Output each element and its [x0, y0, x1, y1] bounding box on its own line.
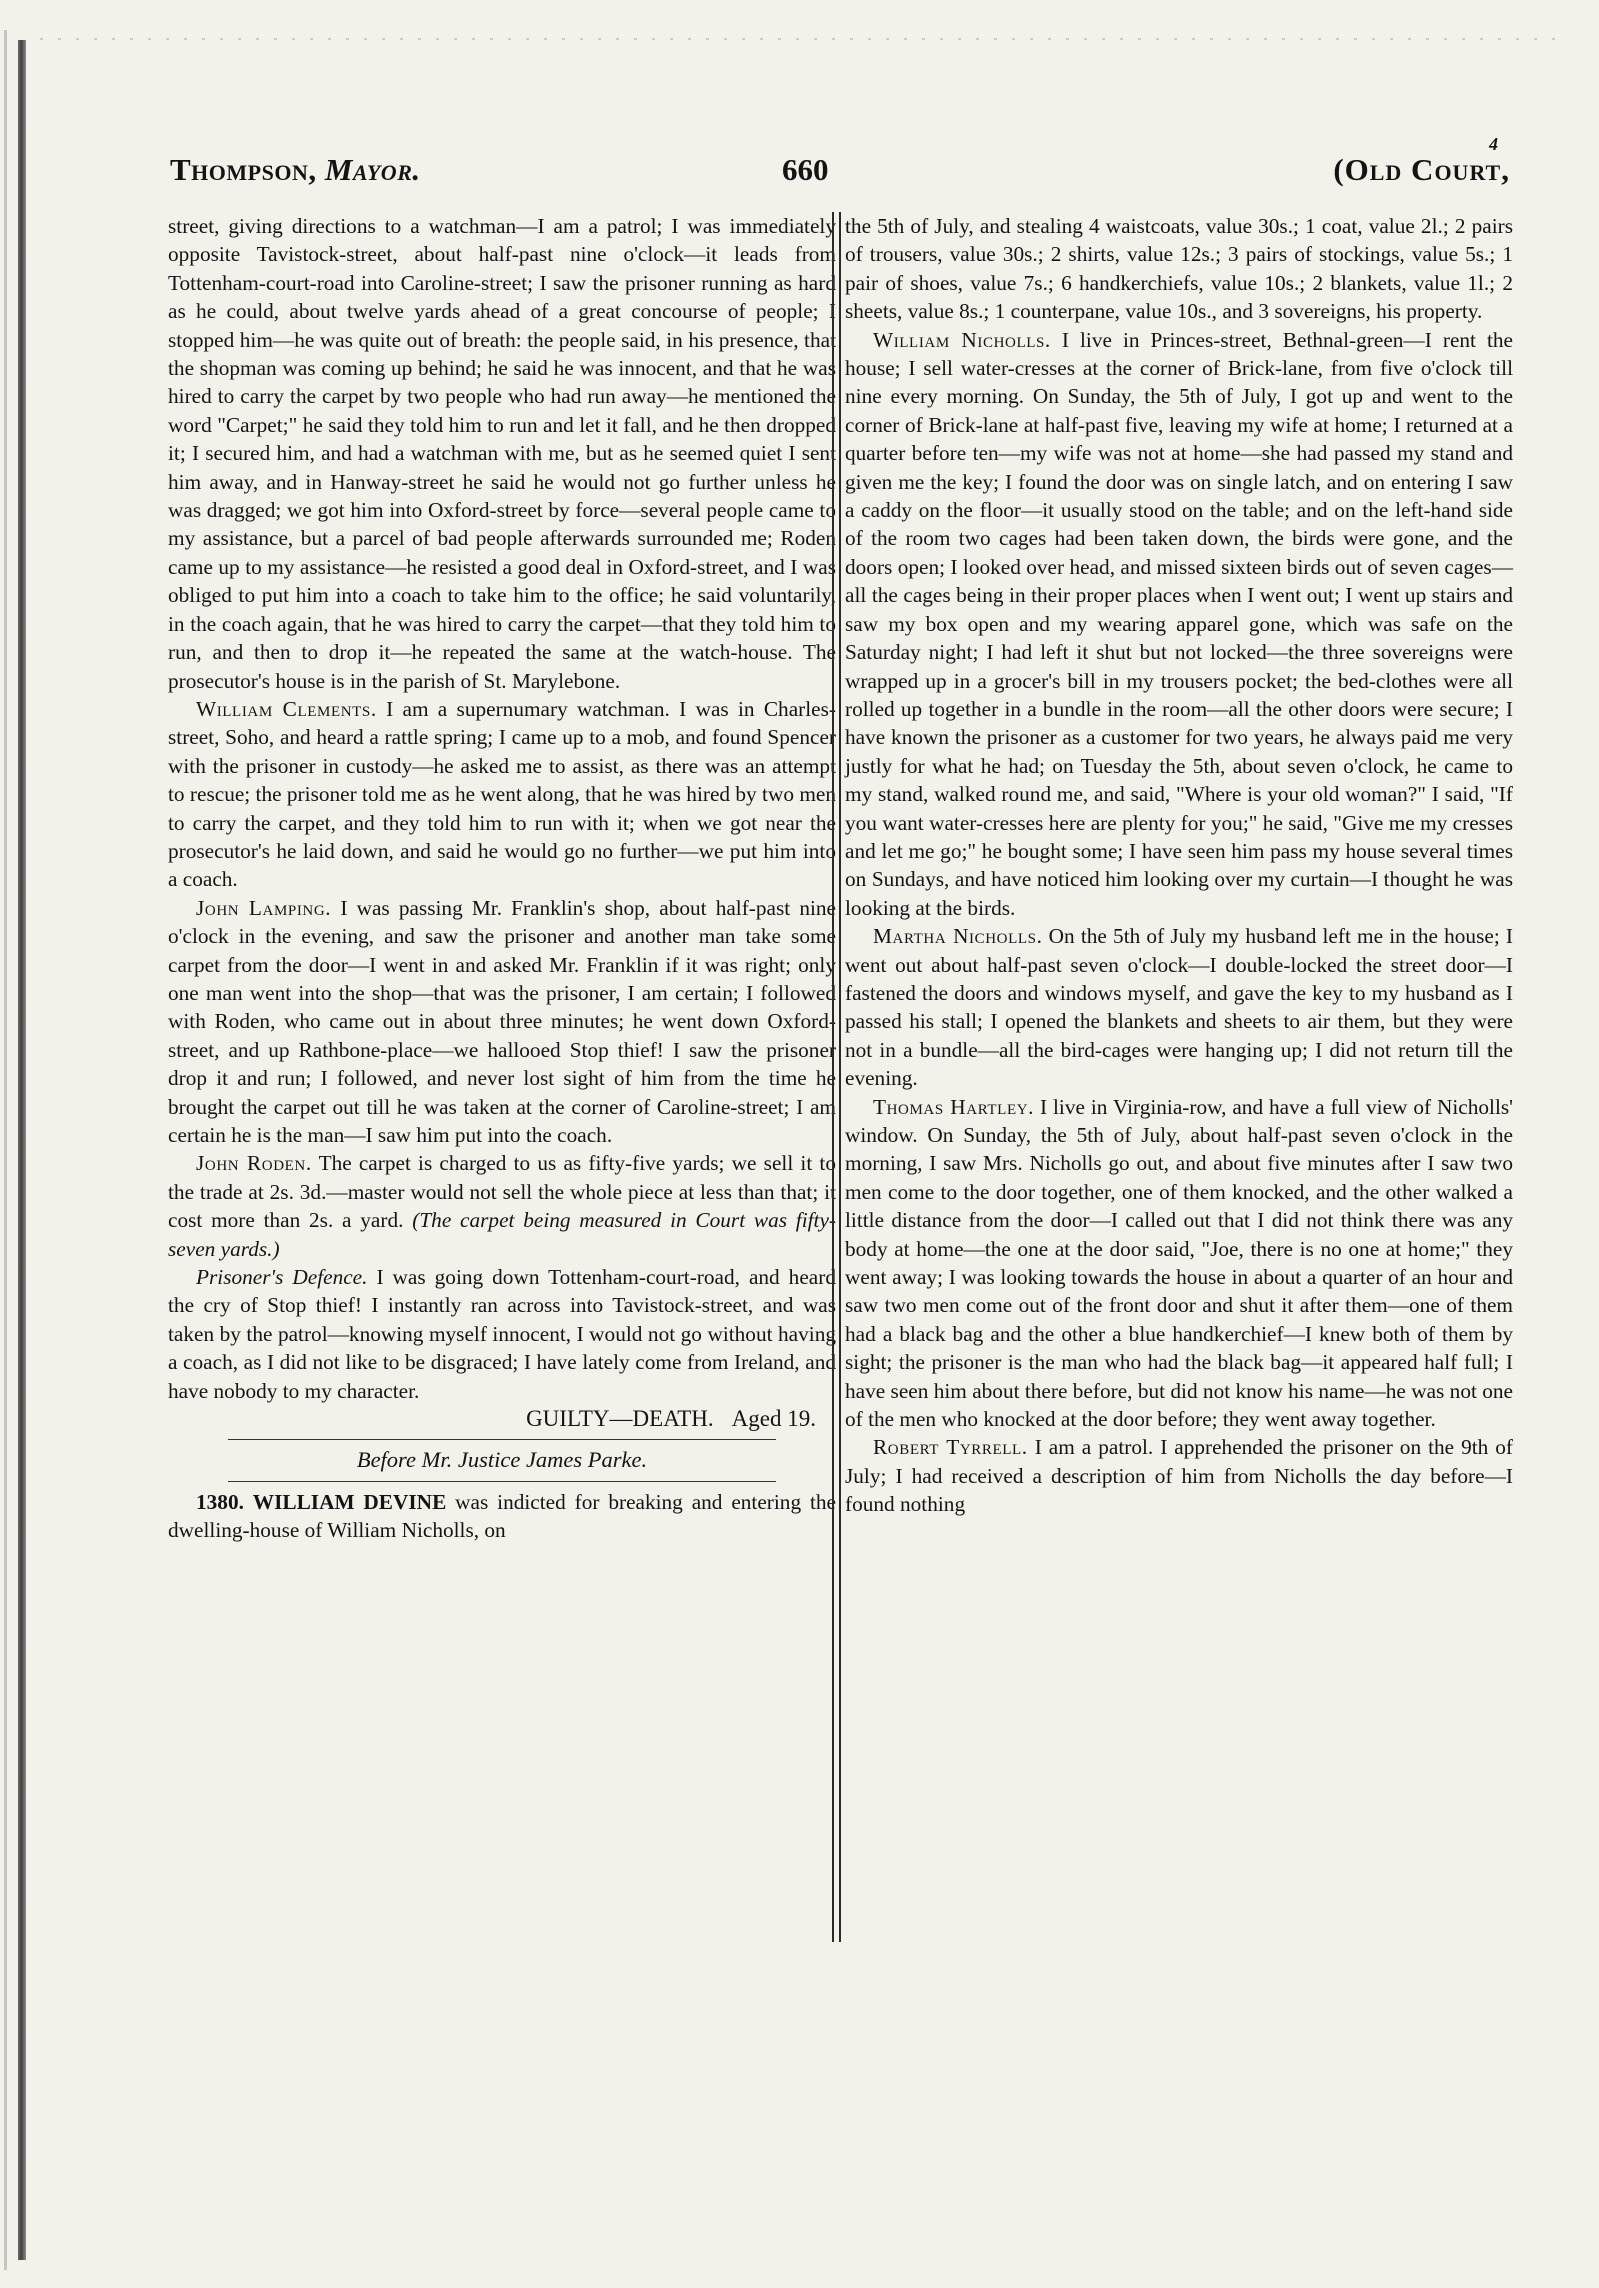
witness-name: Robert Tyrrell. — [873, 1435, 1028, 1460]
paragraph: street, giving directions to a watchman—I am a patrol; I was immediately opposite Tavistock-street, about half-past nine o'clock—it leads from Tottenham-court-road into Caroline-street; I saw the prisoner running as hard as he could, about twelve yards ahead of a great concourse of people; I stopped him—he was quite out of breath: the people said, in his presence, that the shopman was coming up behind; he said he was innocent, and that he was hired to carry the carpet by two people who had run away—he mentioned the word "Carpet;" he said they told him to run and let it fall, and he then dropped it; I secured him, and had a watchman with me, but as he seemed quiet I sent him away, and in Hanway-street he said he would not go further unless he was dragged; we got him into Oxford-street by force—several people came to my assistance, but a parcel of bad people afterwards surrounded me; Roden came up to my assistance—he resisted a good deal in Oxford-street, and I was obliged to put him into a coach to take him to the office; he said voluntarily, in the coach again, that he was hired to carry the carpet—that they told him to run, and then to drop it—he repeated the same at the watch-house. The prosecutor's house is in the parish of St. Marylebone. — [168, 214, 836, 693]
header-title: Mayor. — [324, 152, 421, 187]
case-heading — [168, 1488, 836, 1545]
testimony: I live in Princes-street, Bethnal-green—I rent the house; I sell water-cresses at the corner of Brick-lane, from five o'clock till nine every morning. On Sunday, the 5th of July, I got up and went to the corner of Brick-lane at half-past five, leaving my wife at home; I returned at a quarter before ten—my wife was not at home—she had passed my stand and given me the key; I found the door was on single latch, and on entering I saw a caddy on the floor—it usually stood on the table; and on the left-hand side of the room two cages had been taken down, the birds were gone, and the doors open; I looked over head, and missed sixteen birds out of seven cages—all the cages being in their proper places when I went out; I went up stairs and saw my box open and my wearing apparel gone, which was safe on the Saturday night; I had left it shut but not locked—the three sovereigns were wrapped up in a grocer's bill in my trousers pocket; the bed-clothes were all rolled up together in a bundle in the room—all the other doors were secure; I have known the prisoner as a customer for two years, he always paid me very justly for what he had; on Tuesday the 5th, about seven o'clock, he came to my stand, walked round me, and said, "Where is your old woman?" I said, "If you want water-cresses here are plenty for you;" he said, "Give me my cresses and let me go;" he bought some; I have seen him pass my house several times on Sundays, and have noticed him looking over my curtain—I thought he was looking at the birds. — [845, 327, 1513, 920]
header-left — [170, 152, 421, 188]
court-note: (The carpet being measured in Court was fifty-seven yards.) — [168, 1208, 837, 1261]
paragraph — [845, 326, 1513, 923]
paragraph — [168, 695, 836, 894]
verdict — [168, 1405, 836, 1433]
witness-name: John Roden. — [196, 1151, 312, 1176]
witness-name: John Lamping. — [196, 895, 332, 920]
paragraph — [845, 1093, 1513, 1434]
case-number: 1380. — [196, 1489, 244, 1514]
testimony: I am a patrol. I apprehended the prisoner on the 9th of July; I had received a description of him from Nicholls the day before—I found nothing — [845, 1435, 1513, 1517]
scan-noise — [40, 38, 1559, 40]
left-column — [168, 212, 836, 1545]
header-name: Thompson, — [170, 152, 317, 187]
testimony: The carpet is charged to us as fifty-five yards; we sell it to the trade at 2s. 3d.—master would not sell the whole piece at less than that; it cost more than 2s. a yard. — [168, 1151, 836, 1233]
judge-line: Before Mr. Justice James Parke. — [356, 1447, 648, 1473]
testimony: I was passing Mr. Franklin's shop, about half-past nine o'clock in the evening, and saw the prisoner and another man take some carpet from the door—I went in and asked Mr. Franklin if it was right; only one man went into the shop—that was the prisoner, I am certain; I followed with Roden, who came out in about three minutes; he went down Oxford-street, and up Rathbone-place—we hallooed Stop thief! I saw the prisoner drop it and run; I followed, and never lost sight of him from the time he brought the carpet out till he was taken at the corner of Caroline-street; I am certain he is the man—I saw him put into the coach. — [168, 895, 836, 1147]
paragraph — [168, 1263, 836, 1405]
header-right: (Old Court, — [1333, 152, 1510, 187]
paragraph — [845, 922, 1513, 1092]
witness-name: Martha Nicholls. — [873, 924, 1043, 949]
section-rule — [228, 1439, 776, 1440]
witness-name: William Clements. — [196, 696, 377, 721]
testimony: On the 5th of July my husband left me in the house; I went out about half-past seven o'clock—I double-locked the street door—I fastened the doors and windows myself, and gave the key to my husband as I passed his stall; I opened the blankets and sheets to air them, but they were not in a bundle—all the bird-cages were hanging up; I did not return till the evening. — [845, 924, 1513, 1091]
verdict-text: GUILTY—DEATH. — [526, 1406, 714, 1432]
paragraph: the 5th of July, and stealing 4 waistcoats, value 30s.; 1 coat, value 2l.; 2 pairs of trousers, value 30s.; 2 shirts, value 12s.; 3 pairs of stockings, value 5s.; 1 pair of shoes, value 7s.; 6 handkerchiefs, value 10s.; 2 blankets, value 1l.; 2 sheets, value 8s.; 1 counterpane, value 10s., and 3 sovereigns, his property. — [845, 214, 1513, 324]
paragraph — [168, 1149, 836, 1263]
prisoner-age: Aged 19. — [731, 1406, 816, 1432]
witness-name: Thomas Hartley. — [873, 1094, 1035, 1119]
right-column — [845, 212, 1513, 1519]
defence-label: Prisoner's Defence. — [196, 1265, 368, 1290]
column-divider — [832, 212, 841, 1942]
binding-shadow — [4, 30, 7, 2270]
binding-edge — [18, 40, 26, 2260]
page-number: 660 — [782, 152, 829, 187]
section-rule — [228, 1481, 776, 1482]
paragraph — [845, 1433, 1513, 1518]
defendant-name: WILLIAM DEVINE — [252, 1489, 447, 1514]
corner-mark: 4 — [1489, 134, 1498, 154]
paragraph — [168, 894, 836, 1150]
running-head — [170, 134, 1510, 202]
indictment-text: was indicted for breaking and entering the dwelling-house of William Nicholls, on — [168, 1489, 836, 1543]
testimony: I was going down Tottenham-court-road, and heard the cry of Stop thief! I instantly ran across into Tavistock-street, and was taken by the patrol—knowing myself innocent, I would not go without having a coach, as I did not like to be disgraced; I have lately come from Ireland, and have nobody to my character. — [168, 1265, 836, 1403]
testimony: I live in Virginia-row, and have a full view of Nicholls' window. On Sunday, the 5th of July, about half-past seven o'clock in the morning, I saw Mrs. Nicholls go out, and about five minutes after I saw two men come to the door together, one of them knocked, and the other walked a little distance from the door—I called out that I did not think there was any body at home—the one at the door said, "Joe, there is no one at home;" they went away; I was looking towards the house in about a quarter of an hour and saw two men come out of the front door and shut it after them—one of them had a black bag and the other a blue handkerchief—I knew both of them by sight; the prisoner is the man who had the black bag—it appeared half full; I have seen him about there before, but did not know his name—he was not one of the men who knocked at the door before; they went away together. — [845, 1094, 1513, 1432]
testimony: I am a supernumary watchman. I was in Charles-street, Soho, and heard a rattle spring; I came up to a mob, and found Spencer with the prisoner in custody—he asked me to assist, as there was an attempt to rescue; the prisoner told me as he went along, that he was hired by two men to carry the carpet, and they told him to run with it; when we got near the prosecutor's he laid down, and said he would go no further—we put him into a coach. — [168, 696, 837, 892]
witness-name: William Nicholls. — [873, 327, 1051, 352]
